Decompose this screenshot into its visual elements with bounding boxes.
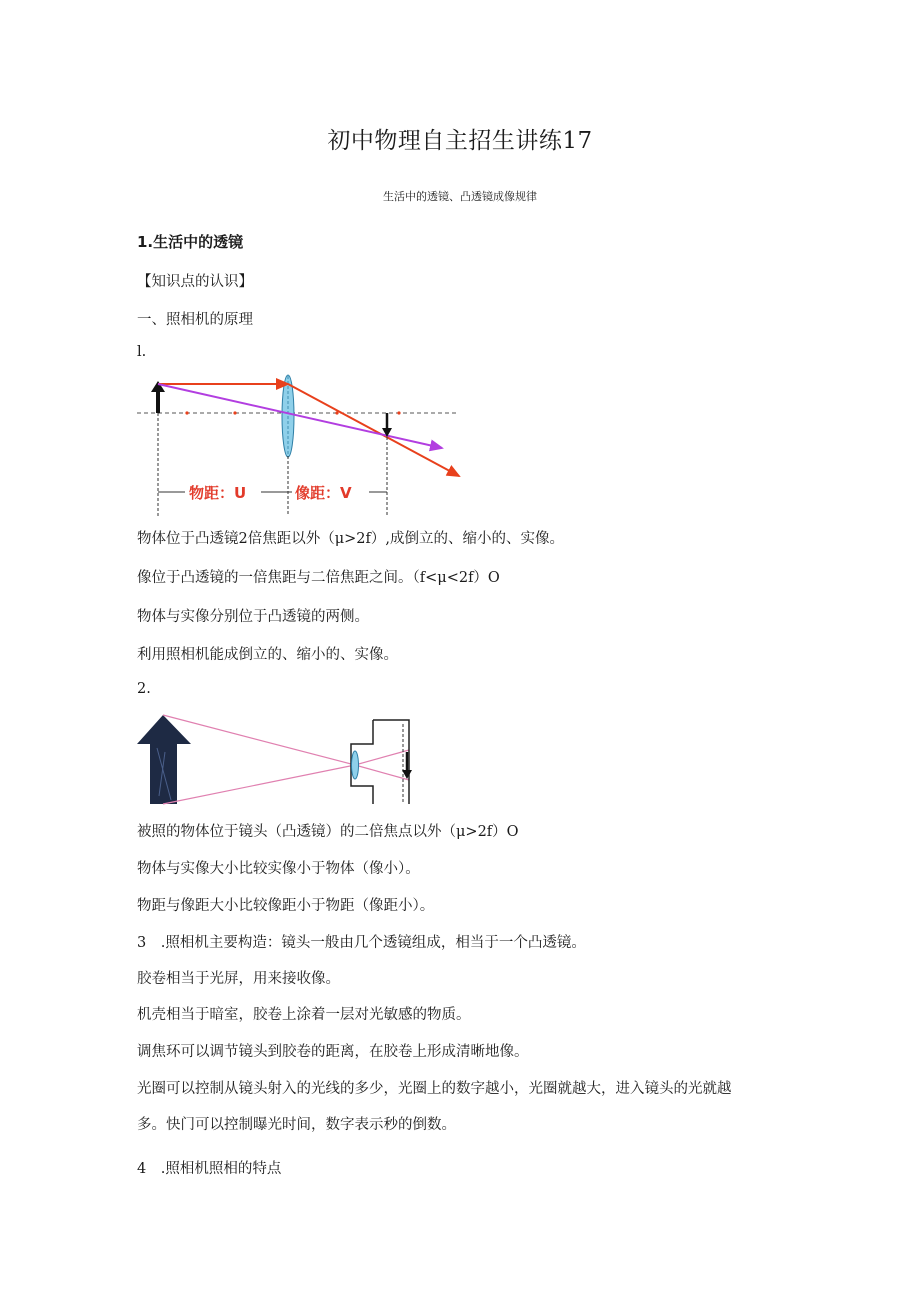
para2-line7: 调焦环可以调节镜头到胶卷的距离，在胶卷上形成清晰地像。 [137,1044,529,1060]
para2-line9: 多。快门可以控制曝光时间，数字表示秒的倒数。 [137,1117,456,1133]
lens-ray-diagram [137,370,467,518]
para2-line2: 物体与实像大小比较实像小于物体（像小）。 [137,861,420,877]
para1-line2: 像位于凸透镜的一倍焦距与二倍焦距之间。（f<μ<2f）O [137,570,500,586]
camera-lens-icon [352,751,359,779]
object-arrow-icon [151,381,165,392]
para1-line4: 利用照相机能成倒立的、缩小的、实像。 [137,647,398,663]
section-heading: 1.生活中的透镜 [137,233,244,251]
para2-line4: 3 .照相机主要构造：镜头一般由几个透镜组成，相当于一个凸透镜。 [137,935,586,951]
page-title: 初中物理自主招生讲练17 [327,128,593,154]
para2-line3: 物距与像距大小比较像距小于物距（像距小）。 [137,898,435,914]
image-distance-label: 像距：V [295,484,352,502]
para2-line5: 胶卷相当于光屏，用来接收像。 [137,971,340,987]
section-one-title: 一、照相机的原理 [137,312,253,328]
page-subtitle: 生活中的透镜、凸透镜成像规律 [383,190,537,203]
para1-line3: 物体与实像分别位于凸透镜的两侧。 [137,609,369,625]
camera-diagram [137,712,417,808]
para2-line1: 被照的物体位于镜头（凸透镜）的二倍焦点以外（μ>2f）O [137,824,519,840]
knowledge-header: 【知识点的认识】 [137,274,253,290]
camera-body [351,720,409,804]
item-1-label: l. [137,344,147,360]
para2-line8: 光圈可以控制从镜头射入的光线的多少，光圈上的数字越小，光圈就越大，进入镜头的光就越 [137,1081,732,1097]
para2-line6: 机壳相当于暗室，胶卷上涂着一层对光敏感的物质。 [137,1007,471,1023]
object-arrow-icon [137,715,191,744]
para2-line10: 4 .照相机照相的特点 [137,1161,282,1177]
item-2-label: 2. [137,681,151,697]
para1-line1: 物体位于凸透镜2倍焦距以外（μ>2f）,成倒立的、缩小的、实像。 [137,531,564,547]
object-distance-label: 物距：U [189,484,247,502]
